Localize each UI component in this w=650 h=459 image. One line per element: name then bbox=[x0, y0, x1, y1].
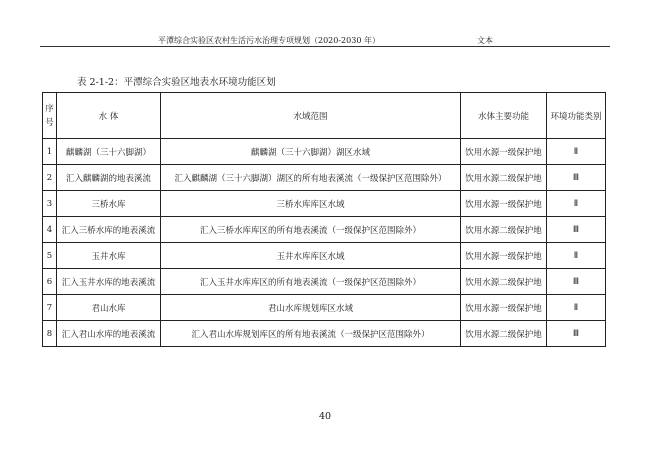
cell-seq: 8 bbox=[43, 321, 57, 347]
column-header-area: 水域范围 bbox=[161, 93, 461, 139]
cell-water-body: 汇入玉井水库的地表溪流 bbox=[57, 269, 161, 295]
table-caption: 表 2-1-2：平潭综合实验区地表水环境功能区划 bbox=[77, 77, 276, 88]
cell-function: 饮用水源二级保护地 bbox=[461, 165, 547, 191]
cell-function: 饮用水源一级保护地 bbox=[461, 295, 547, 321]
cell-category: Ⅲ bbox=[547, 165, 606, 191]
cell-area: 三桥水库库区水域 bbox=[161, 191, 461, 217]
cell-function: 饮用水源二级保护地 bbox=[461, 321, 547, 347]
page-header bbox=[40, 33, 610, 47]
cell-water-body: 汇入君山水库的地表溪流 bbox=[57, 321, 161, 347]
cell-area: 汇入麒麟湖（三十六脚湖）湖区的所有地表溪流（一级保护区范围除外） bbox=[161, 165, 461, 191]
header-title: 平潭综合实验区农村生活污水治理专项规划（2020-2030 年） bbox=[158, 36, 380, 45]
column-header-category: 环境功能类别 bbox=[547, 93, 606, 139]
cell-category: Ⅲ bbox=[547, 217, 606, 243]
cell-area: 君山水库规划库区水域 bbox=[161, 295, 461, 321]
table-row bbox=[43, 321, 606, 347]
cell-water-body: 玉井水库 bbox=[57, 243, 161, 269]
table-row bbox=[43, 269, 606, 295]
cell-water-body: 麒麟湖（三十六脚湖） bbox=[57, 139, 161, 165]
cell-water-body: 汇入麒麟湖的地表溪流 bbox=[57, 165, 161, 191]
cell-category: Ⅱ bbox=[547, 191, 606, 217]
cell-seq: 1 bbox=[43, 139, 57, 165]
table-row bbox=[43, 139, 606, 165]
cell-seq: 4 bbox=[43, 217, 57, 243]
table-row bbox=[43, 243, 606, 269]
water-function-table bbox=[42, 92, 606, 347]
table-header-row bbox=[43, 93, 606, 139]
page-number: 40 bbox=[318, 411, 332, 422]
header-rule bbox=[40, 46, 610, 47]
cell-area: 汇入三桥水库库区的所有地表溪流（一级保护区范围除外） bbox=[161, 217, 461, 243]
cell-seq: 2 bbox=[43, 165, 57, 191]
cell-category: Ⅱ bbox=[547, 243, 606, 269]
column-header-seq-top: 序 bbox=[45, 103, 54, 114]
cell-category: Ⅲ bbox=[547, 269, 606, 295]
cell-area: 麒麟湖（三十六脚湖）湖区水域 bbox=[161, 139, 461, 165]
table-row bbox=[43, 191, 606, 217]
column-header-seq-bottom: 号 bbox=[45, 117, 54, 128]
cell-function: 饮用水源二级保护地 bbox=[461, 269, 547, 295]
cell-category: Ⅱ bbox=[547, 139, 606, 165]
header-tag: 文本 bbox=[477, 36, 493, 45]
cell-function: 饮用水源一级保护地 bbox=[461, 191, 547, 217]
table-row bbox=[43, 217, 606, 243]
cell-function: 饮用水源二级保护地 bbox=[461, 217, 547, 243]
cell-area: 玉井水库库区水域 bbox=[161, 243, 461, 269]
table-row bbox=[43, 165, 606, 191]
cell-function: 饮用水源一级保护地 bbox=[461, 139, 547, 165]
column-header-water-body: 水 体 bbox=[57, 93, 161, 139]
table-row bbox=[43, 295, 606, 321]
cell-seq: 5 bbox=[43, 243, 57, 269]
cell-function: 饮用水源一级保护地 bbox=[461, 243, 547, 269]
column-header-function: 水体主要功能 bbox=[461, 93, 547, 139]
cell-water-body: 君山水库 bbox=[57, 295, 161, 321]
cell-seq: 6 bbox=[43, 269, 57, 295]
cell-category: Ⅱ bbox=[547, 295, 606, 321]
cell-category: Ⅲ bbox=[547, 321, 606, 347]
cell-water-body: 三桥水库 bbox=[57, 191, 161, 217]
cell-area: 汇入玉井水库库区的所有地表溪流（一级保护区范围除外） bbox=[161, 269, 461, 295]
cell-seq: 3 bbox=[43, 191, 57, 217]
cell-water-body: 汇入三桥水库的地表溪流 bbox=[57, 217, 161, 243]
cell-area: 汇入君山水库规划库区的所有地表溪流（一级保护区范围除外） bbox=[161, 321, 461, 347]
cell-seq: 7 bbox=[43, 295, 57, 321]
column-header-seq bbox=[43, 93, 57, 139]
